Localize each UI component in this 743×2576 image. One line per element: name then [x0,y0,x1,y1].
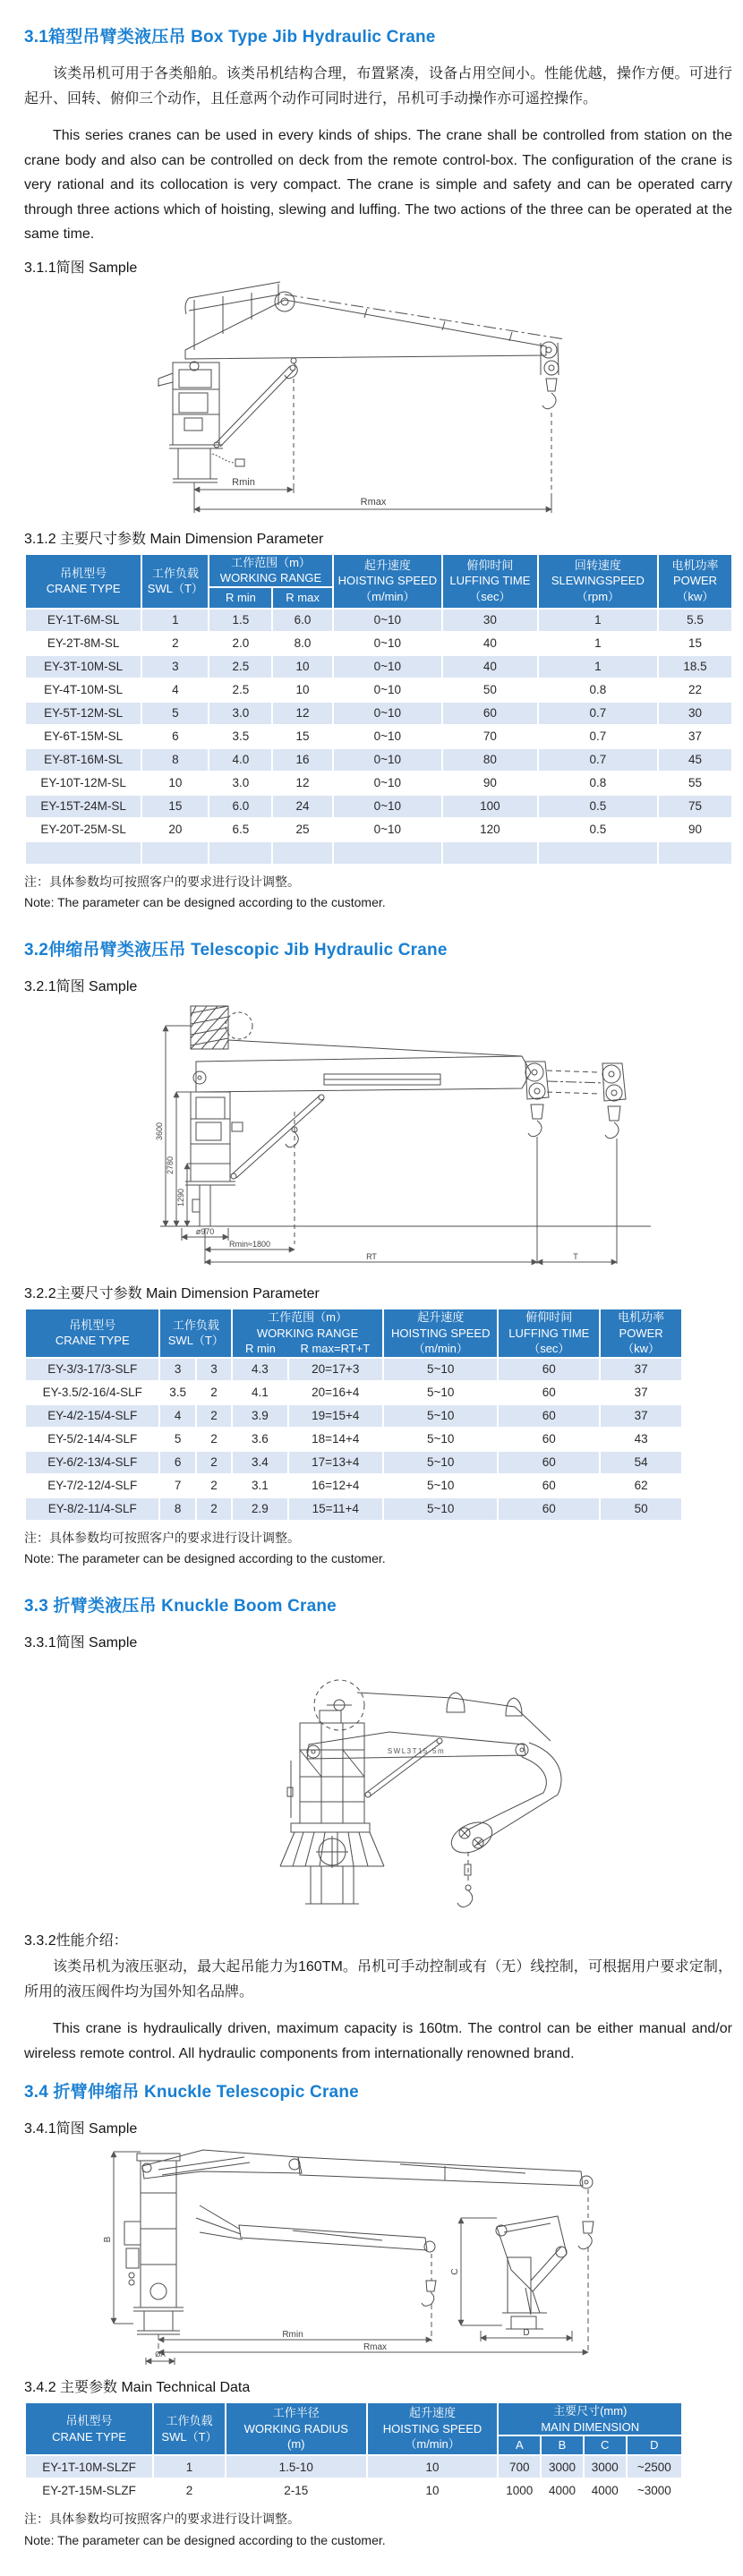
dim-label-dia-a: ØA [155,2350,166,2359]
table-cell: 55 [658,772,732,795]
table-cell: 3.1 [232,1474,287,1497]
table-row [25,2478,682,2502]
table-cell [658,841,732,865]
table-cell: 60 [498,1497,600,1521]
col-header-main-dimension: 主要尺寸(mm) MAIN DIMENSION [498,2402,682,2435]
table-cell: 25 [272,818,332,841]
table-cell: 18=14+4 [288,1428,383,1451]
table-cell: 2.0 [209,632,272,655]
table-cell: 5~10 [383,1381,498,1404]
table-cell: 19=15+4 [288,1404,383,1428]
table-cell: 24 [272,795,332,818]
table-cell: EY-3/3-17/3-SLF [25,1358,159,1381]
col-header-swl: 工作负载 SWL（T） [159,1309,232,1358]
dim-label-3600: 3600 [155,1122,164,1141]
table-cell: 8.0 [272,632,332,655]
table-cell [141,841,209,865]
table-cell: 12 [272,702,332,725]
section-title: 3.1箱型吊臂类液压吊 Box Type Jib Hydraulic Crane [24,28,436,47]
main-dimension-table-1 [24,553,733,866]
table-cell: EY-4/2-15/4-SLF [25,1404,159,1428]
knuckle-telescopic-crane-drawing [24,2139,743,2367]
table-cell: 3.9 [232,1404,287,1428]
sample-heading: 3.4.1简图 Sample [24,2121,138,2137]
table-cell: 80 [442,748,538,772]
table-cell: 2 [196,1497,232,1521]
table-cell: EY-3.5/2-16/4-SLF [25,1381,159,1404]
table-cell [333,841,442,865]
paragraph-en: This series cranes can be used in every kinds of ships. The crane shall be controlled from station on the crane body and also can be controlled on deck from the remote control-box. The configuration of the crane is very rational and its collocation is very compact. The crane is simple and safety and can be operated carry through three actions which of hoisting, slewing and luffing. The two actions of the three can be operated at the same time. [24,128,732,243]
performance-heading: 3.3.2性能介绍： [24,1933,128,1949]
table-cell: 37 [600,1381,682,1404]
note-cn: 注：具体参数均可按照客户的要求进行设计调整。 [24,2512,300,2527]
table-cell: 10 [367,2478,499,2502]
table-cell: 20 [141,818,209,841]
table-row [25,818,732,841]
table-cell: 15 [141,795,209,818]
table-cell: 8 [159,1497,195,1521]
table-cell: EY-7/2-12/4-SLF [25,1474,159,1497]
knuckle-boom-crane-drawing [24,1653,743,1918]
col-header-rmax: R max=RT+T [300,1342,371,1356]
table-cell: 120 [442,818,538,841]
table-cell: 0~10 [333,748,442,772]
dim-label-rmin: Rmin [282,2330,303,2341]
table-cell: 30 [442,609,538,632]
note-en: Note: The parameter can be designed according to the customer. [24,1551,386,1566]
table-cell: 6 [141,725,209,748]
table-cell: 60 [498,1451,600,1474]
note-block [24,2510,732,2550]
table-cell: 0~10 [333,795,442,818]
table-cell: 10 [141,772,209,795]
table-cell: 0.8 [538,772,658,795]
table-cell: 2 [196,1428,232,1451]
col-header-hoisting-speed: 起升速度 HOISTING SPEED （m/min） [333,554,442,609]
table-cell: 75 [658,795,732,818]
table-row [25,1474,682,1497]
table-cell: 17=13+4 [288,1451,383,1474]
table-cell: 2 [196,1451,232,1474]
table-cell: 16=12+4 [288,1474,383,1497]
table-row [25,655,732,678]
dim-label-rmax: Rmax [363,2342,388,2353]
table-row [25,841,732,865]
table-cell: 0.7 [538,702,658,725]
table-cell: 12 [272,772,332,795]
table-cell: EY-4T-10M-SL [25,678,141,702]
table-cell: 15 [658,632,732,655]
box-jib-crane-drawing [24,278,743,518]
table-cell: 3.0 [209,702,272,725]
table-row [25,1497,682,1521]
table-cell: 37 [658,725,732,748]
col-header-hoisting-speed: 起升速度 HOISTING SPEED （m/min） [367,2402,499,2455]
table-cell: 0~10 [333,818,442,841]
table-cell: 2 [196,1474,232,1497]
table-cell: 2 [196,1404,232,1428]
table-row [25,1381,682,1404]
table-cell: 0~10 [333,772,442,795]
col-header-luffing-time: 俯仰时间 LUFFING TIME （sec） [442,554,538,609]
table-row [25,772,732,795]
table-cell: ~3000 [627,2478,682,2502]
table-cell: 3.4 [232,1451,287,1474]
table-cell: 3.5 [159,1381,195,1404]
section-title: 3.2伸缩吊臂类液压吊 Telescopic Jib Hydraulic Crane [24,941,448,960]
dim-label-dia970: ø970 [195,1227,215,1237]
table-cell: EY-15T-24M-SL [25,795,141,818]
section-title: 3.3 折臂类液压吊 Knuckle Boom Crane [24,1597,337,1616]
section-box-type-jib [24,23,732,913]
table-cell: 4.3 [232,1358,287,1381]
table-cell: 5~10 [383,1404,498,1428]
main-technical-data-table [24,2401,683,2503]
table-cell: 4000 [584,2478,627,2502]
table-cell [209,841,272,865]
table-cell: 90 [442,772,538,795]
table-row [25,678,732,702]
note-block [24,1529,732,1569]
table-cell: 0~10 [333,702,442,725]
table-cell: 60 [498,1358,600,1381]
paragraph-cn: 该类吊机可用于各类船舶。该类吊机结构合理，布置紧凑，设备占用空间小。性能优越，操作方便。可进行起升、回转、俯仰三个动作，且任意两个动作可同时进行，吊机可手动操作亦可遥控操作。 [24,66,732,107]
table-cell: 50 [600,1497,682,1521]
table-cell: 60 [498,1428,600,1451]
table-cell: 4 [141,678,209,702]
table-cell: 0.7 [538,748,658,772]
table-cell: 1 [153,2455,226,2478]
table-cell: 16 [272,748,332,772]
table-cell: 0.5 [538,795,658,818]
table-cell: 700 [498,2455,541,2478]
table-cell: 5~10 [383,1474,498,1497]
note-cn: 注：具体参数均可按照客户的要求进行设计调整。 [24,1530,300,1545]
table-row [25,609,732,632]
table-row [25,1451,682,1474]
table-cell: 5.5 [658,609,732,632]
table-cell [25,841,141,865]
note-cn: 注：具体参数均可按照客户的要求进行设计调整。 [24,874,300,889]
table-cell: EY-8T-16M-SL [25,748,141,772]
table-cell: 60 [498,1381,600,1404]
table-cell: 5~10 [383,1358,498,1381]
table-cell: 0.5 [538,818,658,841]
table-cell: 1 [538,655,658,678]
table-cell: 22 [658,678,732,702]
table-cell: 3 [141,655,209,678]
param-heading: 3.2.2主要尺寸参数 Main Dimension Parameter [24,1286,320,1302]
table-cell: 0~10 [333,678,442,702]
col-header-rmin: R min [244,1342,276,1356]
table-row [25,748,732,772]
param-heading: 3.1.2 主要尺寸参数 Main Dimension Parameter [24,531,324,547]
sample-heading: 3.1.1简图 Sample [24,260,138,276]
table-row [25,725,732,748]
table-cell: 3 [159,1358,195,1381]
table-cell: 20=17+3 [288,1358,383,1381]
col-header-working-radius: 工作半径 WORKING RADIUS (m) [226,2402,367,2455]
table-cell: 7 [159,1474,195,1497]
dim-label-rmin: Rmin [232,476,255,488]
table-cell [272,841,332,865]
table-cell: 0~10 [333,632,442,655]
col-header-rmin: R min [209,587,272,609]
table-cell: 1 [141,609,209,632]
table-cell: 60 [498,1404,600,1428]
main-dimension-table-2 [24,1308,683,1522]
table-cell: 2.5 [209,655,272,678]
table-cell: EY-8/2-11/4-SLF [25,1497,159,1521]
table-cell: ~2500 [627,2455,682,2478]
table-cell: EY-20T-25M-SL [25,818,141,841]
table-cell: 0~10 [333,609,442,632]
table-cell: 3000 [584,2455,627,2478]
dim-label-c: C [450,2268,460,2275]
table-cell: 15=11+4 [288,1497,383,1521]
col-header-d: D [627,2435,682,2455]
table-cell: 18.5 [658,655,732,678]
table-cell: 15 [272,725,332,748]
table-cell: 5 [141,702,209,725]
paragraph-cn: 该类吊机为液压驱动，最大起吊能力为160TM。吊机可手动控制或有（无）线控制，可根据用户要求定制，所用的液压阀件均为国外知名品牌。 [24,1959,732,2000]
table-cell: 6.0 [272,609,332,632]
table-cell: EY-6/2-13/4-SLF [25,1451,159,1474]
table-cell: 10 [272,678,332,702]
table-cell: EY-5T-12M-SL [25,702,141,725]
table-cell: 60 [442,702,538,725]
table-cell: 5~10 [383,1451,498,1474]
table-cell [442,841,538,865]
dim-label-rt: RT [366,1252,377,1262]
dim-label-d: D [523,2328,530,2339]
table-cell: 1 [538,632,658,655]
dim-label-rmax: Rmax [360,496,387,508]
col-header-swl: 工作负载 SWL（T） [141,554,209,609]
table-cell: 5~10 [383,1497,498,1521]
table-cell: EY-1T-10M-SLZF [25,2455,153,2478]
col-header-power: 电机功率 POWER （kw） [600,1309,682,1358]
table-cell: 6.0 [209,795,272,818]
col-header-hoisting-speed: 起升速度 HOISTING SPEED （m/min） [383,1309,498,1358]
col-header-crane-type: 吊机型号 CRANE TYPE [25,1309,159,1358]
table-cell: EY-3T-10M-SL [25,655,141,678]
section-knuckle-telescopic [24,2078,732,2550]
telescopic-jib-crane-drawing [24,997,743,1273]
table-cell: 40 [442,632,538,655]
table-cell: 10 [272,655,332,678]
col-header-working-range: 工作范围（m） WORKING RANGE R min R max=RT+T [232,1309,383,1358]
table-cell: 0.8 [538,678,658,702]
table-cell: 5 [159,1428,195,1451]
note-en: Note: The parameter can be designed according to the customer. [24,895,386,910]
table-cell: 90 [658,818,732,841]
section-title: 3.4 折臂伸缩吊 Knuckle Telescopic Crane [24,2083,359,2103]
paragraph-en: This crane is hydraulically driven, maximum capacity is 160tm. The control can be either manual and/or wireless remote control. All hydraulic components from internationally renowned brand. [24,2021,732,2061]
col-header-c: C [584,2435,627,2455]
table-cell: 70 [442,725,538,748]
table-cell: EY-6T-15M-SL [25,725,141,748]
col-header-swl: 工作负载 SWL（T） [153,2402,226,2455]
table-cell: EY-5/2-14/4-SLF [25,1428,159,1451]
section-telescopic-jib [24,936,732,1569]
table-cell: 1.5 [209,609,272,632]
table-cell: 0~10 [333,725,442,748]
table-cell [538,841,658,865]
col-header-power: 电机功率 POWER （kw） [658,554,732,609]
table-cell: 3.6 [232,1428,287,1451]
table-cell: 3000 [541,2455,584,2478]
table-cell: 62 [600,1474,682,1497]
table-cell: 6 [159,1451,195,1474]
table-row [25,795,732,818]
table-cell: 40 [442,655,538,678]
table-row [25,1428,682,1451]
table-cell: 4000 [541,2478,584,2502]
table-cell: 3.0 [209,772,272,795]
table-cell: 0~10 [333,655,442,678]
sample-heading: 3.2.1简图 Sample [24,979,138,995]
table-row [25,1358,682,1381]
table-row [25,2455,682,2478]
col-header-b: B [541,2435,584,2455]
table-row [25,632,732,655]
dim-label-1290: 1290 [176,1189,185,1207]
note-block [24,873,732,913]
param-heading: 3.4.2 主要参数 Main Technical Data [24,2380,251,2396]
table-cell: 45 [658,748,732,772]
table-cell: EY-2T-8M-SL [25,632,141,655]
boom-swl-label: SWL3T15-5m [387,1747,446,1756]
table-cell: EY-2T-15M-SLZF [25,2478,153,2502]
table-cell: 3.5 [209,725,272,748]
section-knuckle-boom [24,1592,732,2066]
table-row [25,1404,682,1428]
table-cell: 1.5-10 [226,2455,367,2478]
col-header-crane-type: 吊机型号 CRANE TYPE [25,2402,153,2455]
table-cell: 4.1 [232,1381,287,1404]
table-cell: EY-1T-6M-SL [25,609,141,632]
table-cell: 2 [196,1381,232,1404]
note-en: Note: The parameter can be designed according to the customer. [24,2532,386,2547]
table-cell: 4 [159,1404,195,1428]
dim-label-2780: 2780 [166,1156,175,1175]
table-cell: 20=16+4 [288,1381,383,1404]
table-row [25,702,732,725]
table-cell: 2-15 [226,2478,367,2502]
table-cell: 37 [600,1358,682,1381]
table-cell: 50 [442,678,538,702]
table-cell: 1 [538,609,658,632]
table-cell: 54 [600,1451,682,1474]
table-cell: EY-10T-12M-SL [25,772,141,795]
table-cell: 100 [442,795,538,818]
dim-label-rmin: Rmin≈1800 [229,1240,270,1250]
table-cell: 5~10 [383,1428,498,1451]
table-cell: 37 [600,1404,682,1428]
col-header-crane-type: 吊机型号 CRANE TYPE [25,554,141,609]
table-cell: 8 [141,748,209,772]
col-header-working-range: 工作范围（m） WORKING RANGE [209,554,332,587]
table-cell: 30 [658,702,732,725]
table-cell: 2 [141,632,209,655]
table-cell: 43 [600,1428,682,1451]
table-cell: 60 [498,1474,600,1497]
table-cell: 4.0 [209,748,272,772]
col-header-slewing-speed: 回转速度 SLEWINGSPEED （rpm） [538,554,658,609]
table-cell: 2 [153,2478,226,2502]
col-header-a: A [498,2435,541,2455]
col-header-luffing-time: 俯仰时间 LUFFING TIME （sec） [498,1309,600,1358]
dim-label-t: T [573,1252,578,1262]
sample-heading: 3.3.1简图 Sample [24,1635,138,1651]
table-cell: 2.9 [232,1497,287,1521]
table-cell: 2.5 [209,678,272,702]
table-cell: 6.5 [209,818,272,841]
col-header-rmax: R max [272,587,332,609]
table-cell: 1000 [498,2478,541,2502]
table-cell: 3 [196,1358,232,1381]
table-cell: 10 [367,2455,499,2478]
table-cell: 0.7 [538,725,658,748]
dim-label-b: B [103,2236,113,2243]
